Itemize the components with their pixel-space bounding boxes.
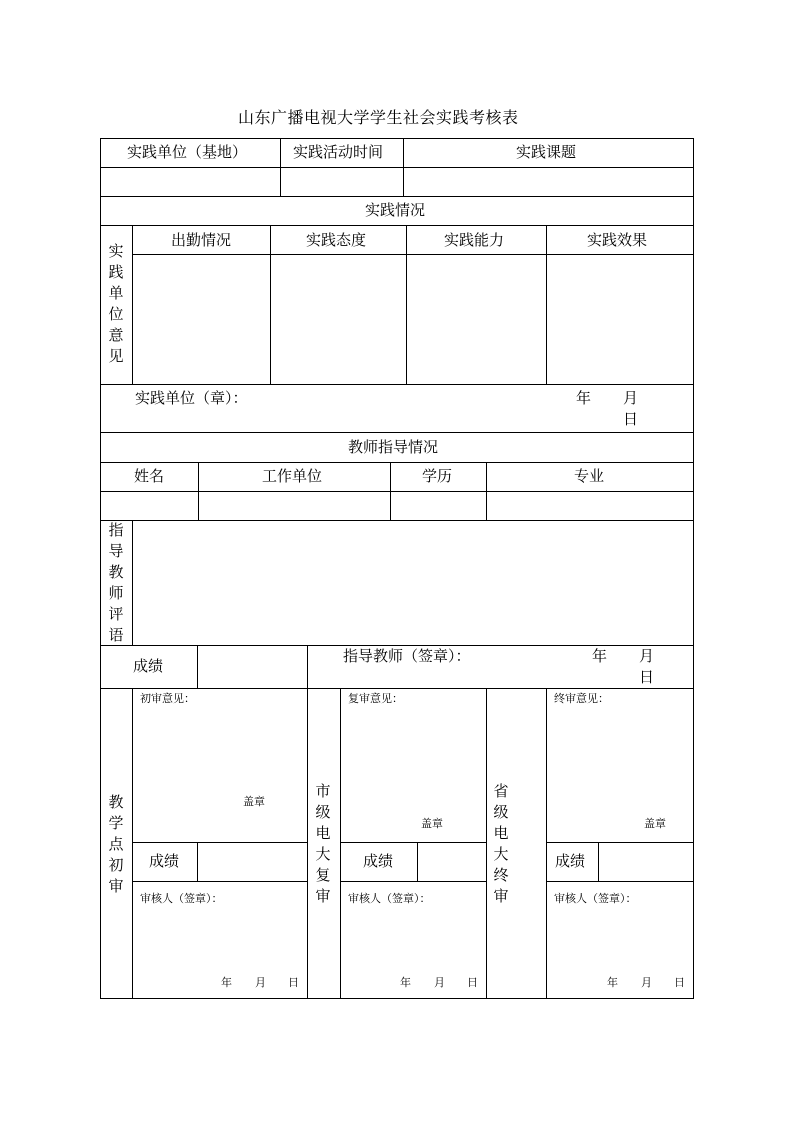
grid-line xyxy=(406,225,407,384)
stage2-day: 日 xyxy=(467,976,478,989)
stage2-side-label xyxy=(314,781,332,907)
side-char: 教 xyxy=(108,793,124,811)
grid-line xyxy=(100,196,694,197)
grid-line xyxy=(340,688,341,998)
stage2-opinion-label: 复审意见： xyxy=(348,692,403,705)
grid-line xyxy=(132,688,133,998)
teacher-col-workplace: 工作单位 xyxy=(262,467,323,485)
grid-line xyxy=(100,491,694,492)
stage1-opinion-label: 初审意见： xyxy=(140,692,195,705)
side-char: 单 xyxy=(108,284,124,302)
grid-line xyxy=(546,881,694,882)
col-ability: 实践能力 xyxy=(444,231,505,249)
practice-day: 日 xyxy=(623,410,639,428)
grid-line xyxy=(132,254,694,255)
practice-month: 月 xyxy=(623,389,639,407)
side-char: 省 xyxy=(493,782,509,800)
col-attendance: 出勤情况 xyxy=(171,231,232,249)
side-char: 审 xyxy=(108,877,124,895)
stage1-grade-input[interactable] xyxy=(198,843,307,881)
side-char: 评 xyxy=(108,605,124,623)
stage3-day: 日 xyxy=(674,976,685,989)
teacher-section-title: 教师指导情况 xyxy=(348,438,439,456)
header-topic-label: 实践课题 xyxy=(516,143,577,161)
practice-year: 年 xyxy=(576,389,592,407)
header-unit-label: 实践单位（基地） xyxy=(127,143,248,161)
side-char: 级 xyxy=(315,803,331,821)
teacher-col-name: 姓名 xyxy=(134,467,165,485)
stage3-side-label xyxy=(492,781,510,907)
side-char: 点 xyxy=(108,835,124,853)
stage1-grade-label: 成绩 xyxy=(149,852,180,870)
grid-line xyxy=(340,881,486,882)
teacher-year: 年 xyxy=(592,647,608,665)
stage2-year: 年 xyxy=(400,976,411,989)
grid-line xyxy=(693,138,694,999)
grid-line xyxy=(100,225,694,226)
side-char: 终 xyxy=(493,866,509,884)
side-char: 审 xyxy=(315,887,331,905)
stage3-grade-input[interactable] xyxy=(599,843,693,881)
time-input-cell[interactable] xyxy=(281,168,403,196)
stage2-seal: 盖章 xyxy=(421,817,443,830)
teacher-day: 日 xyxy=(639,668,655,686)
grid-line xyxy=(100,462,694,463)
stage1-seal: 盖章 xyxy=(243,795,265,808)
side-char: 初 xyxy=(108,856,124,874)
stage1-year: 年 xyxy=(221,976,232,989)
grid-line xyxy=(100,688,694,689)
side-char: 见 xyxy=(108,347,124,365)
grid-line xyxy=(486,688,487,998)
side-char: 实 xyxy=(108,242,124,260)
col-attitude: 实践态度 xyxy=(306,231,367,249)
side-char: 指 xyxy=(108,521,124,539)
stage3-opinion-label: 终审意见： xyxy=(554,692,609,705)
grid-line xyxy=(100,138,694,139)
side-char: 级 xyxy=(493,803,509,821)
side-char: 践 xyxy=(108,263,124,281)
stage1-reviewer-label: 审核人（签章）： xyxy=(140,892,223,905)
teacher-col-education: 学历 xyxy=(422,467,453,485)
unit-input-cell[interactable] xyxy=(101,168,280,196)
stage1-day: 日 xyxy=(288,976,299,989)
side-char: 审 xyxy=(493,887,509,905)
practice-side-label xyxy=(107,241,125,367)
stage1-side-label xyxy=(107,792,125,897)
grid-line xyxy=(307,645,308,688)
stage3-seal: 盖章 xyxy=(644,817,666,830)
side-char: 学 xyxy=(108,814,124,832)
teacher-month: 月 xyxy=(639,647,655,665)
teacher-grade-input[interactable] xyxy=(198,646,307,688)
topic-input-cell[interactable] xyxy=(404,168,693,196)
side-char: 教 xyxy=(108,563,124,581)
stage1-month: 月 xyxy=(255,976,266,989)
side-char: 位 xyxy=(108,305,124,323)
teacher-sign-label: 指导教师（签章）： xyxy=(343,647,471,665)
grid-line xyxy=(100,432,694,433)
stage2-grade-label: 成绩 xyxy=(363,852,394,870)
grid-line xyxy=(198,462,199,520)
header-time-label: 实践活动时间 xyxy=(293,143,384,161)
stage3-year: 年 xyxy=(607,976,618,989)
teacher-comment-side-label xyxy=(107,520,125,646)
grid-line xyxy=(486,462,487,520)
side-char: 电 xyxy=(493,824,509,842)
col-effect: 实践效果 xyxy=(587,231,648,249)
grid-line xyxy=(546,688,547,998)
grid-line xyxy=(132,225,133,384)
side-char: 电 xyxy=(315,824,331,842)
stage2-grade-input[interactable] xyxy=(418,843,486,881)
side-char: 大 xyxy=(493,845,509,863)
grid-line xyxy=(390,462,391,520)
stage3-reviewer-label: 审核人（签章）： xyxy=(554,892,637,905)
practice-stamp-label: 实践单位（章）： xyxy=(135,389,248,407)
side-char: 市 xyxy=(315,782,331,800)
stage3-grade-label: 成绩 xyxy=(555,852,586,870)
grid-line xyxy=(100,998,694,999)
grid-line xyxy=(307,688,308,998)
grid-line xyxy=(100,645,694,646)
teacher-grade-label: 成绩 xyxy=(133,657,164,675)
teacher-col-major: 专业 xyxy=(574,467,605,485)
side-char: 语 xyxy=(108,626,124,644)
grid-line xyxy=(132,881,307,882)
stage3-month: 月 xyxy=(641,976,652,989)
stage2-month: 月 xyxy=(434,976,445,989)
side-char: 意 xyxy=(108,326,124,344)
practice-section-title: 实践情况 xyxy=(365,201,426,219)
stage2-reviewer-label: 审核人（签章）： xyxy=(348,892,431,905)
side-char: 师 xyxy=(108,584,124,602)
side-char: 导 xyxy=(108,542,124,560)
grid-line xyxy=(270,225,271,384)
form-title: 山东广播电视大学学生社会实践考核表 xyxy=(238,108,519,127)
grid-line xyxy=(546,225,547,384)
grid-line xyxy=(100,384,694,385)
side-char: 大 xyxy=(315,845,331,863)
teacher-comment-area[interactable] xyxy=(133,521,693,645)
side-char: 复 xyxy=(315,866,331,884)
grid-line xyxy=(100,138,101,999)
